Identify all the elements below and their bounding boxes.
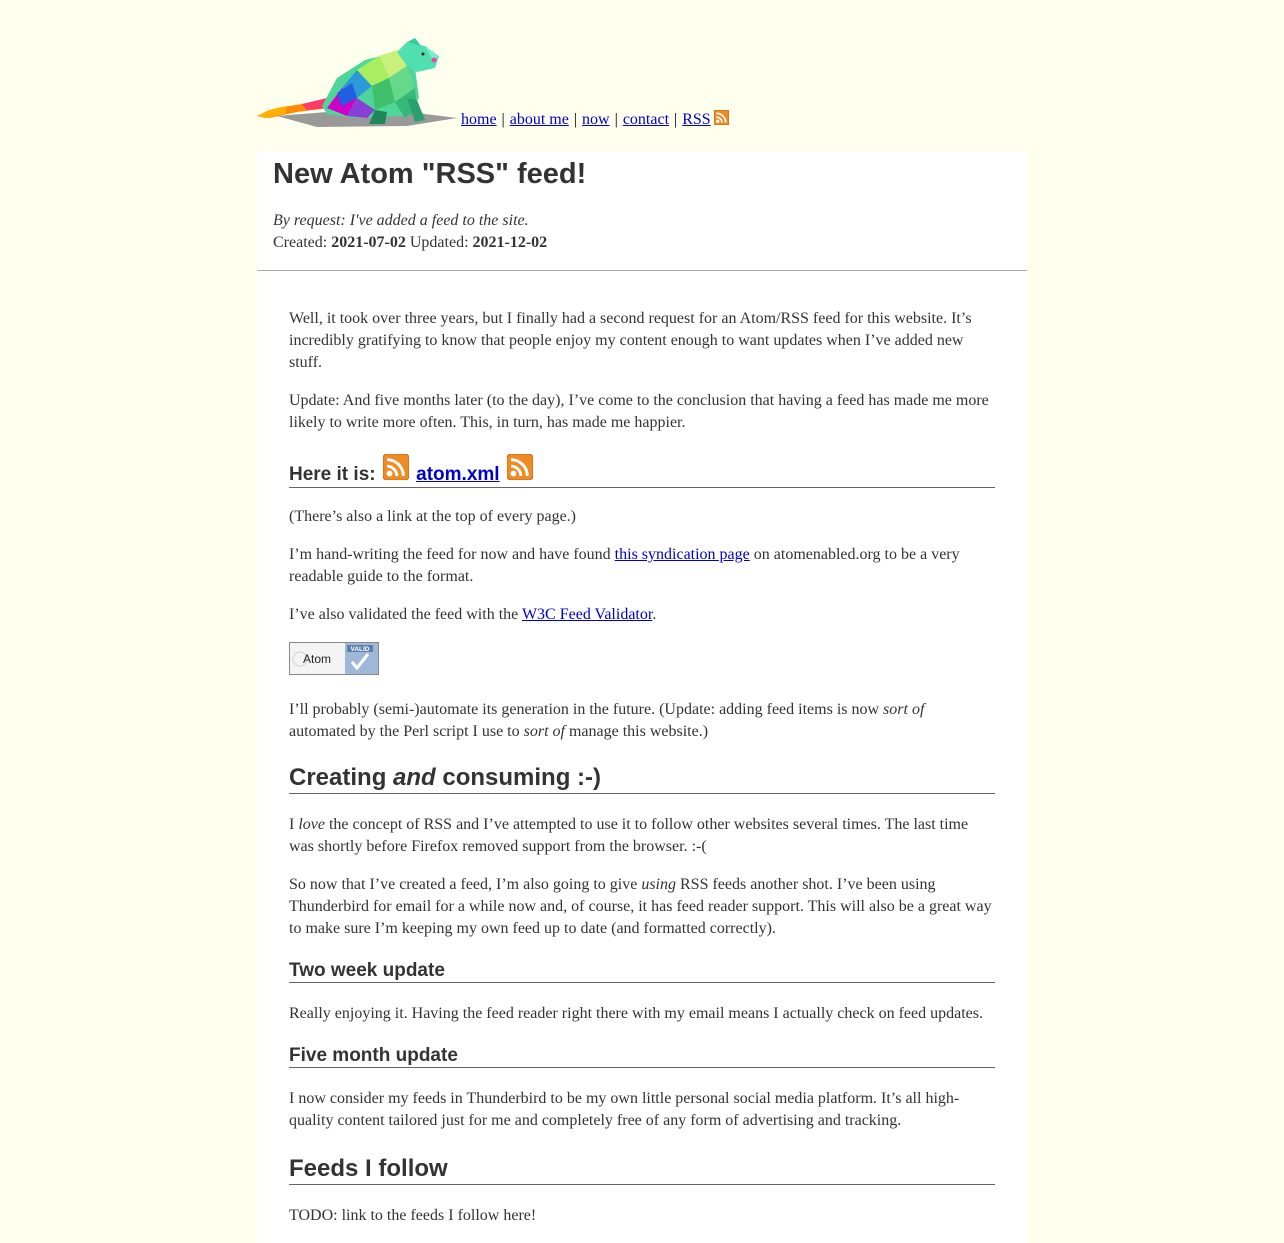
- created-label: Created:: [273, 234, 328, 251]
- heading-text: Creating: [289, 764, 394, 791]
- rss-icon[interactable]: [383, 454, 409, 480]
- created-date: 2021-07-02: [331, 234, 406, 251]
- updated-label: Updated:: [409, 234, 469, 251]
- rat-logo[interactable]: [257, 38, 459, 130]
- text: .: [652, 606, 657, 623]
- paragraph: Really enjoying it. Having the feed reader right there with my email means I actually check on feed updates.: [289, 1005, 983, 1022]
- badge-valid-text: VALID: [350, 646, 370, 653]
- emphasis: love: [298, 816, 325, 833]
- feeds-heading: Feeds I follow: [289, 1154, 995, 1185]
- paragraph: Well, it took over three years, but I finally had a second request for an Atom/RSS feed for this website. It’s incredibly gratifying to know that people enjoy my content enough to want updates when I’ve added new stuff.: [289, 310, 972, 371]
- text: the concept of RSS and I’ve attempted to use it to follow other websites several times. The last time was shortly before Firefox removed support from the browser. :-(: [289, 816, 969, 855]
- paragraph: [289, 814, 995, 858]
- article-body: [289, 272, 995, 1243]
- nav-rss-link[interactable]: RSS: [682, 111, 711, 128]
- nav-about-link[interactable]: about me: [509, 111, 569, 128]
- paragraph: (There’s also a link at the top of every page.): [289, 508, 576, 525]
- text: So now that I’ve created a feed, I’m also going to give: [289, 876, 642, 893]
- heading-text: consuming :-): [435, 764, 602, 791]
- top-nav: [461, 110, 729, 129]
- paragraph: I now consider my feeds in Thunderbird to be my own little personal social media platform. It’s all high-quality content tailored just for me and completely free of any form of advertising and tracking.: [289, 1090, 960, 1129]
- nav-separator: |: [610, 111, 622, 128]
- nav-separator: |: [670, 111, 682, 128]
- w3c-validator-link[interactable]: W3C Feed Validator: [521, 606, 653, 623]
- paragraph: [289, 874, 995, 940]
- here-heading: [289, 454, 995, 488]
- valid-atom-badge[interactable]: [289, 642, 379, 675]
- paragraph: TODO: link to the feeds I follow here!: [289, 1207, 537, 1224]
- text: I’ve also validated the feed with the: [289, 606, 522, 623]
- five-month-heading: Five month update: [289, 1045, 995, 1068]
- article-header: [257, 152, 1027, 271]
- rss-icon[interactable]: [714, 110, 729, 125]
- site-header: [257, 38, 1027, 130]
- page-title: New Atom "RSS" feed!: [273, 158, 587, 190]
- text: RSS feeds another shot. I’ve been using Thunderbird for email for a while now and, of course, it has feed reader support. This will also be a great way to make sure I’m keeping my own feed up to date (and formatted correctly).: [289, 876, 992, 937]
- syndication-page-link[interactable]: this syndication page: [614, 546, 750, 563]
- paragraph: Update: And five months later (to the day), I’ve come to the conclusion that having a feed has made me more likely to write more often. This, in turn, has made me happier.: [289, 392, 989, 431]
- paragraph: [289, 699, 995, 743]
- nav-home-link[interactable]: home: [461, 111, 497, 128]
- text: I: [289, 816, 299, 833]
- text: I’m hand-writing the feed for now and have found: [289, 546, 615, 563]
- paragraph: [289, 604, 995, 626]
- emphasis: using: [641, 876, 676, 893]
- nav-contact-link[interactable]: contact: [622, 111, 670, 128]
- article-card: [257, 152, 1027, 1243]
- nav-separator: |: [569, 111, 582, 128]
- two-week-heading: Two week update: [289, 960, 995, 983]
- rss-icon[interactable]: [507, 454, 533, 480]
- heading-emphasis: and: [393, 764, 436, 791]
- paragraph: [289, 544, 995, 588]
- creating-heading: [289, 763, 995, 794]
- nav-now-link[interactable]: now: [582, 111, 610, 128]
- text: automated by the Perl script I use to: [289, 723, 524, 740]
- text: manage this website.): [564, 723, 709, 740]
- updated-date: 2021-12-02: [472, 234, 548, 251]
- text: I’ll probably (semi-)automate its generation in the future. (Update: adding feed items is now: [289, 701, 884, 718]
- article-summary: By request: I've added a feed to the site.: [273, 212, 529, 229]
- atom-feed-link[interactable]: atom.xml: [416, 464, 500, 485]
- article-dates: [273, 232, 1011, 254]
- here-heading-text: Here it is:: [289, 464, 376, 485]
- text: on atomenabled.org to be a very readable guide to the format.: [289, 546, 960, 585]
- emphasis: sort of: [883, 701, 925, 718]
- nav-separator: |: [497, 111, 509, 128]
- emphasis: sort of: [523, 723, 565, 740]
- badge-atom-text: Atom: [302, 652, 332, 666]
